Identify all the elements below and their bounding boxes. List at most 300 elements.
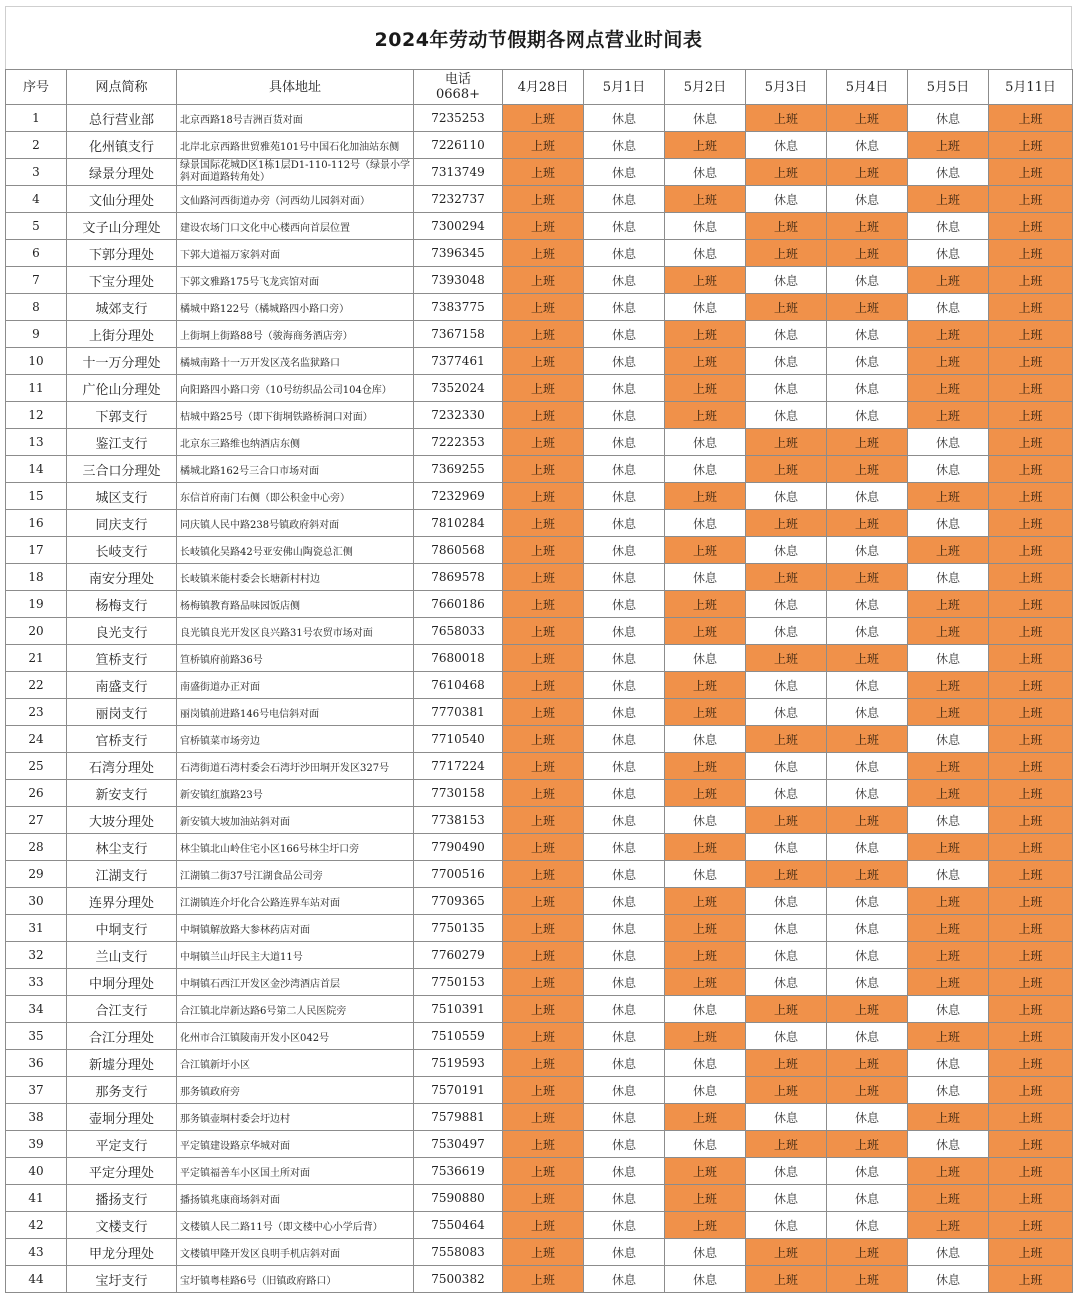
branch-name: 石湾分理处 [67, 753, 177, 780]
status-work-cell: 上班 [827, 105, 908, 132]
status-rest-cell: 休息 [584, 1185, 665, 1212]
status-work-cell: 上班 [746, 510, 827, 537]
status-work-cell: 上班 [665, 1104, 746, 1131]
branch-address: 新安镇大坡加油站斜对面 [177, 807, 414, 834]
table-row [6, 1131, 1073, 1158]
status-work-cell: 上班 [503, 294, 584, 321]
branch-address: 化州市合江镇陵南开发小区042号 [177, 1023, 414, 1050]
status-work-cell: 上班 [989, 1266, 1073, 1293]
status-rest-cell: 休息 [665, 861, 746, 888]
branch-name: 笪桥支行 [67, 645, 177, 672]
table-row [6, 807, 1073, 834]
table-row [6, 672, 1073, 699]
table-row [6, 1158, 1073, 1185]
header-name: 网点简称 [67, 70, 177, 105]
status-work-cell: 上班 [989, 456, 1073, 483]
branch-phone: 7510559 [414, 1023, 503, 1050]
status-work-cell: 上班 [989, 1023, 1073, 1050]
branch-name: 城郊支行 [67, 294, 177, 321]
table-row [6, 699, 1073, 726]
table-row [6, 834, 1073, 861]
status-work-cell: 上班 [746, 996, 827, 1023]
branch-name: 良光支行 [67, 618, 177, 645]
status-rest-cell: 休息 [746, 1104, 827, 1131]
branch-address: 文楼镇甲隆开发区良明手机店斜对面 [177, 1239, 414, 1266]
branch-name: 兰山支行 [67, 942, 177, 969]
header-date: 5月11日 [989, 70, 1073, 105]
row-seq: 35 [6, 1023, 67, 1050]
status-work-cell: 上班 [746, 294, 827, 321]
status-rest-cell: 休息 [908, 1131, 989, 1158]
status-work-cell: 上班 [827, 807, 908, 834]
row-seq: 36 [6, 1050, 67, 1077]
table-row [6, 1077, 1073, 1104]
status-work-cell: 上班 [746, 456, 827, 483]
branch-address: 林尘镇北山岭住宅小区166号林尘圩口旁 [177, 834, 414, 861]
status-rest-cell: 休息 [584, 1158, 665, 1185]
status-rest-cell: 休息 [827, 942, 908, 969]
status-rest-cell: 休息 [746, 834, 827, 861]
table-row [6, 105, 1073, 132]
status-rest-cell: 休息 [584, 861, 665, 888]
branch-phone: 7393048 [414, 267, 503, 294]
branch-name: 官桥支行 [67, 726, 177, 753]
branch-address: 长岐镇米能村委会长塘新村村边 [177, 564, 414, 591]
status-work-cell: 上班 [989, 834, 1073, 861]
status-work-cell: 上班 [989, 672, 1073, 699]
status-work-cell: 上班 [665, 267, 746, 294]
status-rest-cell: 休息 [827, 1158, 908, 1185]
status-rest-cell: 休息 [746, 969, 827, 996]
branch-address: 官桥镇菜市场旁边 [177, 726, 414, 753]
branch-name: 江湖支行 [67, 861, 177, 888]
status-work-cell: 上班 [827, 861, 908, 888]
row-seq: 29 [6, 861, 67, 888]
status-work-cell: 上班 [503, 888, 584, 915]
branch-name: 合江支行 [67, 996, 177, 1023]
status-work-cell: 上班 [503, 807, 584, 834]
table-row [6, 564, 1073, 591]
status-work-cell: 上班 [503, 618, 584, 645]
status-work-cell: 上班 [746, 1050, 827, 1077]
header-date: 5月2日 [665, 70, 746, 105]
row-seq: 4 [6, 186, 67, 213]
table-row [6, 942, 1073, 969]
status-rest-cell: 休息 [584, 186, 665, 213]
status-rest-cell: 休息 [746, 321, 827, 348]
status-rest-cell: 休息 [746, 672, 827, 699]
status-rest-cell: 休息 [584, 429, 665, 456]
status-rest-cell: 休息 [584, 375, 665, 402]
status-rest-cell: 休息 [665, 159, 746, 186]
status-rest-cell: 休息 [584, 1077, 665, 1104]
status-work-cell: 上班 [503, 1158, 584, 1185]
status-rest-cell: 休息 [665, 564, 746, 591]
status-work-cell: 上班 [503, 780, 584, 807]
status-work-cell: 上班 [989, 105, 1073, 132]
status-work-cell: 上班 [503, 591, 584, 618]
status-work-cell: 上班 [908, 348, 989, 375]
status-work-cell: 上班 [989, 1104, 1073, 1131]
status-work-cell: 上班 [989, 348, 1073, 375]
status-rest-cell: 休息 [827, 888, 908, 915]
status-rest-cell: 休息 [665, 1077, 746, 1104]
status-rest-cell: 休息 [746, 537, 827, 564]
status-work-cell: 上班 [908, 132, 989, 159]
branch-name: 总行营业部 [67, 105, 177, 132]
status-rest-cell: 休息 [908, 996, 989, 1023]
status-rest-cell: 休息 [665, 1239, 746, 1266]
status-work-cell: 上班 [503, 942, 584, 969]
status-rest-cell: 休息 [584, 1266, 665, 1293]
branch-phone: 7377461 [414, 348, 503, 375]
table-row [6, 240, 1073, 267]
status-work-cell: 上班 [989, 564, 1073, 591]
status-work-cell: 上班 [746, 1077, 827, 1104]
schedule-table [5, 69, 1073, 1293]
table-row [6, 888, 1073, 915]
status-work-cell: 上班 [908, 1158, 989, 1185]
branch-phone: 7680018 [414, 645, 503, 672]
status-work-cell: 上班 [827, 564, 908, 591]
branch-address: 北京西路18号吉洲百货对面 [177, 105, 414, 132]
table-row [6, 1239, 1073, 1266]
branch-phone: 7860568 [414, 537, 503, 564]
status-work-cell: 上班 [989, 618, 1073, 645]
status-work-cell: 上班 [827, 240, 908, 267]
table-row [6, 618, 1073, 645]
status-rest-cell: 休息 [746, 186, 827, 213]
title-row [5, 6, 1072, 69]
status-rest-cell: 休息 [665, 1131, 746, 1158]
table-row [6, 321, 1073, 348]
table-row [6, 186, 1073, 213]
branch-phone: 7367158 [414, 321, 503, 348]
status-work-cell: 上班 [989, 753, 1073, 780]
row-seq: 44 [6, 1266, 67, 1293]
status-work-cell: 上班 [665, 1158, 746, 1185]
table-row [6, 915, 1073, 942]
status-work-cell: 上班 [665, 834, 746, 861]
status-rest-cell: 休息 [746, 402, 827, 429]
branch-address: 中垌镇兰山圩民主大道11号 [177, 942, 414, 969]
status-work-cell: 上班 [665, 618, 746, 645]
branch-phone: 7810284 [414, 510, 503, 537]
status-work-cell: 上班 [503, 159, 584, 186]
branch-address: 那务镇壶垌村委会圩边村 [177, 1104, 414, 1131]
row-seq: 40 [6, 1158, 67, 1185]
table-row [6, 213, 1073, 240]
branch-name: 广伦山分理处 [67, 375, 177, 402]
status-work-cell: 上班 [665, 969, 746, 996]
row-seq: 22 [6, 672, 67, 699]
row-seq: 5 [6, 213, 67, 240]
status-work-cell: 上班 [989, 294, 1073, 321]
branch-name: 城区支行 [67, 483, 177, 510]
branch-address: 新安镇红旗路23号 [177, 780, 414, 807]
status-rest-cell: 休息 [665, 240, 746, 267]
status-work-cell: 上班 [989, 699, 1073, 726]
table-row [6, 456, 1073, 483]
row-seq: 13 [6, 429, 67, 456]
status-rest-cell: 休息 [908, 456, 989, 483]
branch-address: 宝圩镇粤桂路6号（旧镇政府路口） [177, 1266, 414, 1293]
status-work-cell: 上班 [827, 510, 908, 537]
status-rest-cell: 休息 [746, 915, 827, 942]
table-row [6, 429, 1073, 456]
status-rest-cell: 休息 [665, 456, 746, 483]
status-work-cell: 上班 [827, 1266, 908, 1293]
status-work-cell: 上班 [503, 510, 584, 537]
status-rest-cell: 休息 [584, 780, 665, 807]
status-rest-cell: 休息 [584, 942, 665, 969]
status-rest-cell: 休息 [746, 618, 827, 645]
row-seq: 42 [6, 1212, 67, 1239]
branch-phone: 7658033 [414, 618, 503, 645]
branch-phone: 7590880 [414, 1185, 503, 1212]
branch-name: 丽岗支行 [67, 699, 177, 726]
status-rest-cell: 休息 [584, 1239, 665, 1266]
status-work-cell: 上班 [989, 213, 1073, 240]
row-seq: 6 [6, 240, 67, 267]
branch-address: 石湾街道石湾村委会石湾圩沙田垌开发区327号 [177, 753, 414, 780]
branch-phone: 7738153 [414, 807, 503, 834]
status-work-cell: 上班 [503, 1239, 584, 1266]
status-work-cell: 上班 [503, 1131, 584, 1158]
branch-phone: 7232969 [414, 483, 503, 510]
branch-name: 南安分理处 [67, 564, 177, 591]
status-rest-cell: 休息 [665, 645, 746, 672]
status-work-cell: 上班 [908, 1185, 989, 1212]
status-rest-cell: 休息 [746, 591, 827, 618]
branch-phone: 7760279 [414, 942, 503, 969]
row-seq: 19 [6, 591, 67, 618]
branch-phone: 7530497 [414, 1131, 503, 1158]
row-seq: 25 [6, 753, 67, 780]
status-rest-cell: 休息 [746, 780, 827, 807]
branch-name: 中垌分理处 [67, 969, 177, 996]
status-work-cell: 上班 [827, 294, 908, 321]
status-rest-cell: 休息 [584, 132, 665, 159]
table-body [6, 105, 1073, 1293]
status-work-cell: 上班 [665, 186, 746, 213]
branch-phone: 7717224 [414, 753, 503, 780]
branch-address: 那务镇政府旁 [177, 1077, 414, 1104]
status-rest-cell: 休息 [584, 267, 665, 294]
branch-address: 长岐镇化吴路42号亚安佛山陶瓷总汇侧 [177, 537, 414, 564]
row-seq: 16 [6, 510, 67, 537]
status-rest-cell: 休息 [746, 1158, 827, 1185]
branch-address: 中垌镇解放路大参林药店对面 [177, 915, 414, 942]
status-work-cell: 上班 [908, 672, 989, 699]
status-work-cell: 上班 [665, 132, 746, 159]
status-rest-cell: 休息 [908, 1050, 989, 1077]
page-title: 2024年劳动节假期各网点营业时间表 [374, 28, 703, 51]
branch-name: 林尘支行 [67, 834, 177, 861]
row-seq: 14 [6, 456, 67, 483]
branch-phone: 7790490 [414, 834, 503, 861]
status-rest-cell: 休息 [746, 348, 827, 375]
status-work-cell: 上班 [503, 699, 584, 726]
status-work-cell: 上班 [908, 915, 989, 942]
status-work-cell: 上班 [746, 213, 827, 240]
status-work-cell: 上班 [989, 942, 1073, 969]
branch-address: 南盛街道办正对面 [177, 672, 414, 699]
status-work-cell: 上班 [827, 645, 908, 672]
table-row [6, 591, 1073, 618]
status-work-cell: 上班 [827, 726, 908, 753]
table-row [6, 1023, 1073, 1050]
status-work-cell: 上班 [908, 321, 989, 348]
row-seq: 31 [6, 915, 67, 942]
table-row [6, 1266, 1073, 1293]
branch-name: 新墟分理处 [67, 1050, 177, 1077]
branch-phone: 7536619 [414, 1158, 503, 1185]
status-work-cell: 上班 [989, 132, 1073, 159]
status-work-cell: 上班 [503, 132, 584, 159]
branch-name: 鉴江支行 [67, 429, 177, 456]
branch-name: 宝圩支行 [67, 1266, 177, 1293]
status-rest-cell: 休息 [584, 645, 665, 672]
status-work-cell: 上班 [503, 861, 584, 888]
status-work-cell: 上班 [989, 1077, 1073, 1104]
branch-name: 播扬支行 [67, 1185, 177, 1212]
status-work-cell: 上班 [665, 780, 746, 807]
status-work-cell: 上班 [908, 537, 989, 564]
branch-name: 同庆支行 [67, 510, 177, 537]
branch-name: 大坡分理处 [67, 807, 177, 834]
status-rest-cell: 休息 [584, 1131, 665, 1158]
branch-name: 合江分理处 [67, 1023, 177, 1050]
branch-address: 良光镇良光开发区良兴路31号农贸市场对面 [177, 618, 414, 645]
status-work-cell: 上班 [503, 267, 584, 294]
branch-name: 文楼支行 [67, 1212, 177, 1239]
status-rest-cell: 休息 [584, 456, 665, 483]
status-work-cell: 上班 [989, 888, 1073, 915]
branch-phone: 7700516 [414, 861, 503, 888]
table-row [6, 1185, 1073, 1212]
header-date: 5月1日 [584, 70, 665, 105]
branch-phone: 7500382 [414, 1266, 503, 1293]
status-rest-cell: 休息 [584, 402, 665, 429]
header-phone [414, 70, 503, 105]
branch-name: 绿景分理处 [67, 159, 177, 186]
branch-phone: 7519593 [414, 1050, 503, 1077]
status-rest-cell: 休息 [584, 672, 665, 699]
branch-address: 文楼镇人民二路11号（即文楼中心小学后背） [177, 1212, 414, 1239]
status-work-cell: 上班 [989, 591, 1073, 618]
status-work-cell: 上班 [503, 726, 584, 753]
status-work-cell: 上班 [503, 537, 584, 564]
branch-address: 东信首府南门右侧（即公积金中心旁） [177, 483, 414, 510]
branch-address: 合江镇北岸新达路6号第二人民医院旁 [177, 996, 414, 1023]
branch-address: 中垌镇石西江开发区金沙湾酒店首层 [177, 969, 414, 996]
status-rest-cell: 休息 [584, 699, 665, 726]
status-rest-cell: 休息 [746, 753, 827, 780]
branch-name: 下郭分理处 [67, 240, 177, 267]
row-seq: 7 [6, 267, 67, 294]
status-rest-cell: 休息 [584, 618, 665, 645]
status-work-cell: 上班 [827, 159, 908, 186]
status-work-cell: 上班 [989, 375, 1073, 402]
status-work-cell: 上班 [989, 780, 1073, 807]
branch-name: 那务支行 [67, 1077, 177, 1104]
table-row [6, 267, 1073, 294]
status-work-cell: 上班 [503, 321, 584, 348]
status-rest-cell: 休息 [827, 321, 908, 348]
table-row [6, 753, 1073, 780]
status-work-cell: 上班 [989, 267, 1073, 294]
status-rest-cell: 休息 [665, 105, 746, 132]
status-work-cell: 上班 [908, 1023, 989, 1050]
status-work-cell: 上班 [746, 1266, 827, 1293]
row-seq: 3 [6, 159, 67, 186]
status-work-cell: 上班 [908, 483, 989, 510]
row-seq: 34 [6, 996, 67, 1023]
branch-name: 下郭支行 [67, 402, 177, 429]
branch-name: 壶垌分理处 [67, 1104, 177, 1131]
branch-name: 下宝分理处 [67, 267, 177, 294]
status-work-cell: 上班 [503, 240, 584, 267]
header-seq: 序号 [6, 70, 67, 105]
branch-address: 建设农场门口文化中心楼西向首层位置 [177, 213, 414, 240]
row-seq: 39 [6, 1131, 67, 1158]
table-row [6, 969, 1073, 996]
row-seq: 27 [6, 807, 67, 834]
row-seq: 37 [6, 1077, 67, 1104]
status-rest-cell: 休息 [827, 618, 908, 645]
status-rest-cell: 休息 [908, 213, 989, 240]
status-work-cell: 上班 [665, 672, 746, 699]
status-rest-cell: 休息 [584, 240, 665, 267]
status-work-cell: 上班 [908, 1212, 989, 1239]
status-work-cell: 上班 [908, 618, 989, 645]
branch-phone: 7510391 [414, 996, 503, 1023]
status-rest-cell: 休息 [908, 861, 989, 888]
branch-name: 杨梅支行 [67, 591, 177, 618]
status-work-cell: 上班 [827, 456, 908, 483]
branch-phone: 7579881 [414, 1104, 503, 1131]
status-work-cell: 上班 [665, 699, 746, 726]
status-work-cell: 上班 [746, 1131, 827, 1158]
status-work-cell: 上班 [746, 429, 827, 456]
branch-name: 甲龙分理处 [67, 1239, 177, 1266]
status-work-cell: 上班 [908, 267, 989, 294]
status-rest-cell: 休息 [908, 564, 989, 591]
branch-phone: 7610468 [414, 672, 503, 699]
status-work-cell: 上班 [503, 105, 584, 132]
header-row [6, 70, 1073, 105]
branch-phone: 7570191 [414, 1077, 503, 1104]
row-seq: 2 [6, 132, 67, 159]
row-seq: 10 [6, 348, 67, 375]
status-rest-cell: 休息 [584, 294, 665, 321]
status-work-cell: 上班 [665, 1185, 746, 1212]
status-rest-cell: 休息 [746, 942, 827, 969]
branch-name: 平定分理处 [67, 1158, 177, 1185]
header-date: 5月3日 [746, 70, 827, 105]
status-work-cell: 上班 [827, 1077, 908, 1104]
status-rest-cell: 休息 [584, 591, 665, 618]
row-seq: 33 [6, 969, 67, 996]
branch-phone: 7226110 [414, 132, 503, 159]
branch-phone: 7709365 [414, 888, 503, 915]
branch-name: 长岐支行 [67, 537, 177, 564]
status-rest-cell: 休息 [584, 888, 665, 915]
branch-phone: 7750153 [414, 969, 503, 996]
status-rest-cell: 休息 [584, 483, 665, 510]
branch-address: 下郭大道福万家斜对面 [177, 240, 414, 267]
